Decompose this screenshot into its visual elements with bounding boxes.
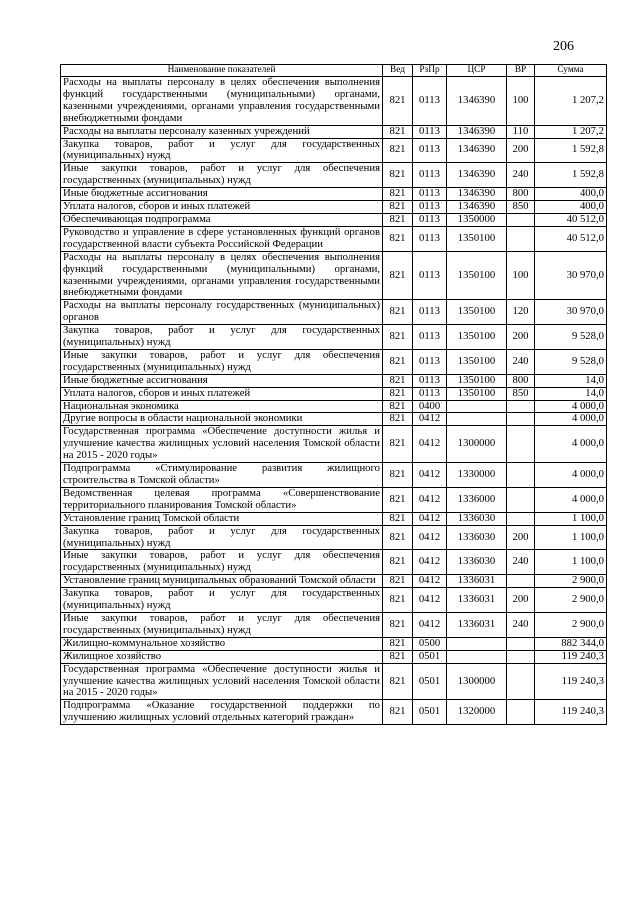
- cell-name: Иные закупки товаров, работ и услуг для обеспечения государственных (муниципальных) нужд: [61, 349, 383, 374]
- cell-ved: 821: [383, 349, 413, 374]
- cell-vr: 100: [507, 77, 535, 126]
- cell-vr: [507, 226, 535, 251]
- cell-ved: 821: [383, 663, 413, 700]
- cell-rzpr: 0113: [413, 325, 447, 350]
- table-row: [61, 188, 607, 201]
- cell-csr: 1336031: [447, 588, 507, 613]
- cell-name: Обеспечивающая подпрограмма: [61, 213, 383, 226]
- cell-rzpr: 0113: [413, 213, 447, 226]
- table-row: [61, 138, 607, 163]
- cell-rzpr: 0412: [413, 413, 447, 426]
- cell-sum: 1 207,2: [535, 125, 607, 138]
- cell-vr: 200: [507, 588, 535, 613]
- cell-name: Национальная экономика: [61, 400, 383, 413]
- cell-sum: 2 900,0: [535, 612, 607, 637]
- cell-ved: 821: [383, 637, 413, 650]
- cell-csr: 1320000: [447, 700, 507, 725]
- cell-name: Подпрограмма «Стимулирование развития жилищного строительства в Томской области»: [61, 463, 383, 488]
- cell-rzpr: 0113: [413, 374, 447, 387]
- cell-ved: 821: [383, 77, 413, 126]
- cell-vr: [507, 512, 535, 525]
- cell-ved: 821: [383, 525, 413, 550]
- table-row: [61, 251, 607, 300]
- table-row: [61, 637, 607, 650]
- cell-sum: 1 100,0: [535, 512, 607, 525]
- cell-vr: 240: [507, 163, 535, 188]
- cell-csr: 1350100: [447, 325, 507, 350]
- cell-name: Закупка товаров, работ и услуг для государственных (муниципальных) нужд: [61, 525, 383, 550]
- table-header-row: [61, 65, 607, 77]
- cell-vr: [507, 400, 535, 413]
- cell-rzpr: 0113: [413, 300, 447, 325]
- cell-csr: 1346390: [447, 77, 507, 126]
- cell-sum: 1 100,0: [535, 525, 607, 550]
- table-row: [61, 512, 607, 525]
- cell-ved: 821: [383, 201, 413, 214]
- header-rzpr: РзПр: [413, 65, 447, 77]
- cell-vr: [507, 700, 535, 725]
- cell-name: Подпрограмма «Оказание государственной поддержки по улучшению жилищных условий отдельных категорий граждан»: [61, 700, 383, 725]
- cell-csr: 1346390: [447, 125, 507, 138]
- cell-ved: 821: [383, 213, 413, 226]
- cell-name: Закупка товаров, работ и услуг для государственных (муниципальных) нужд: [61, 325, 383, 350]
- cell-vr: [507, 650, 535, 663]
- cell-ved: 821: [383, 300, 413, 325]
- table-row: [61, 77, 607, 126]
- cell-sum: 4 000,0: [535, 400, 607, 413]
- cell-sum: 1 592,8: [535, 163, 607, 188]
- cell-name: Иные бюджетные ассигнования: [61, 188, 383, 201]
- cell-sum: 40 512,0: [535, 226, 607, 251]
- cell-csr: 1350100: [447, 387, 507, 400]
- cell-name: Закупка товаров, работ и услуг для государственных (муниципальных) нужд: [61, 138, 383, 163]
- cell-vr: 100: [507, 251, 535, 300]
- cell-rzpr: 0412: [413, 463, 447, 488]
- table-row: [61, 325, 607, 350]
- cell-name: Уплата налогов, сборов и иных платежей: [61, 387, 383, 400]
- cell-ved: 821: [383, 226, 413, 251]
- cell-ved: 821: [383, 426, 413, 463]
- cell-sum: 4 000,0: [535, 487, 607, 512]
- cell-sum: 9 528,0: [535, 325, 607, 350]
- cell-csr: 1300000: [447, 663, 507, 700]
- cell-ved: 821: [383, 325, 413, 350]
- cell-rzpr: 0113: [413, 349, 447, 374]
- cell-sum: 882 344,0: [535, 637, 607, 650]
- table-row: [61, 387, 607, 400]
- header-name: Наименование показателей: [61, 65, 383, 77]
- cell-vr: 800: [507, 188, 535, 201]
- cell-rzpr: 0113: [413, 125, 447, 138]
- cell-sum: 30 970,0: [535, 251, 607, 300]
- cell-csr: 1336031: [447, 575, 507, 588]
- cell-vr: [507, 463, 535, 488]
- cell-csr: 1336030: [447, 525, 507, 550]
- cell-rzpr: 0412: [413, 525, 447, 550]
- header-ved: Вед: [383, 65, 413, 77]
- cell-sum: 4 000,0: [535, 426, 607, 463]
- table-row: [61, 550, 607, 575]
- cell-csr: 1350100: [447, 300, 507, 325]
- cell-ved: 821: [383, 188, 413, 201]
- cell-csr: 1346390: [447, 138, 507, 163]
- cell-vr: 240: [507, 550, 535, 575]
- cell-sum: 1 207,2: [535, 77, 607, 126]
- cell-name: Другие вопросы в области национальной экономики: [61, 413, 383, 426]
- cell-rzpr: 0501: [413, 663, 447, 700]
- cell-csr: 1346390: [447, 201, 507, 214]
- cell-sum: 2 900,0: [535, 588, 607, 613]
- cell-rzpr: 0113: [413, 251, 447, 300]
- cell-vr: [507, 426, 535, 463]
- cell-rzpr: 0412: [413, 575, 447, 588]
- table-row: [61, 575, 607, 588]
- table-row: [61, 487, 607, 512]
- table-row: [61, 663, 607, 700]
- cell-csr: 1300000: [447, 426, 507, 463]
- cell-name: Государственная программа «Обеспечение доступности жилья и улучшение качества жилищных условий населения Томской области на 2015 - 2020 годы»: [61, 663, 383, 700]
- cell-rzpr: 0113: [413, 77, 447, 126]
- cell-rzpr: 0412: [413, 487, 447, 512]
- table-row: [61, 612, 607, 637]
- cell-ved: 821: [383, 387, 413, 400]
- cell-name: Государственная программа «Обеспечение доступности жилья и улучшение качества жилищных условий населения Томской области на 2015 - 2020 годы»: [61, 426, 383, 463]
- table-row: [61, 426, 607, 463]
- cell-rzpr: 0412: [413, 612, 447, 637]
- cell-ved: 821: [383, 138, 413, 163]
- table-row: [61, 374, 607, 387]
- table-row: [61, 349, 607, 374]
- cell-csr: 1350000: [447, 213, 507, 226]
- cell-ved: 821: [383, 400, 413, 413]
- cell-sum: 119 240,3: [535, 700, 607, 725]
- cell-name: Установление границ Томской области: [61, 512, 383, 525]
- cell-sum: 2 900,0: [535, 575, 607, 588]
- cell-name: Иные закупки товаров, работ и услуг для обеспечения государственных (муниципальных) нужд: [61, 612, 383, 637]
- cell-csr: [447, 637, 507, 650]
- cell-sum: 14,0: [535, 374, 607, 387]
- cell-csr: 1336030: [447, 512, 507, 525]
- cell-rzpr: 0412: [413, 426, 447, 463]
- cell-sum: 1 100,0: [535, 550, 607, 575]
- cell-name: Установление границ муниципальных образований Томской области: [61, 575, 383, 588]
- page-number: 206: [553, 39, 574, 54]
- cell-vr: 240: [507, 349, 535, 374]
- cell-ved: 821: [383, 700, 413, 725]
- cell-csr: 1350100: [447, 226, 507, 251]
- table-row: [61, 413, 607, 426]
- cell-rzpr: 0113: [413, 387, 447, 400]
- cell-sum: 119 240,3: [535, 663, 607, 700]
- table-row: [61, 163, 607, 188]
- cell-rzpr: 0113: [413, 138, 447, 163]
- cell-rzpr: 0113: [413, 201, 447, 214]
- cell-sum: 400,0: [535, 188, 607, 201]
- cell-vr: [507, 487, 535, 512]
- cell-sum: 1 592,8: [535, 138, 607, 163]
- cell-rzpr: 0400: [413, 400, 447, 413]
- cell-sum: 9 528,0: [535, 349, 607, 374]
- budget-table: [60, 64, 607, 725]
- cell-name: Иные бюджетные ассигнования: [61, 374, 383, 387]
- table-row: [61, 201, 607, 214]
- cell-name: Расходы на выплаты персоналу в целях обеспечения выполнения функций государственными (муниципальными) органами, казенными учреждениями, органами управления государственными внебюджетными фондами: [61, 251, 383, 300]
- cell-ved: 821: [383, 650, 413, 663]
- cell-sum: 4 000,0: [535, 463, 607, 488]
- cell-ved: 821: [383, 374, 413, 387]
- table-row: [61, 300, 607, 325]
- cell-vr: 240: [507, 612, 535, 637]
- cell-name: Закупка товаров, работ и услуг для государственных (муниципальных) нужд: [61, 588, 383, 613]
- cell-vr: 200: [507, 138, 535, 163]
- cell-rzpr: 0501: [413, 650, 447, 663]
- cell-ved: 821: [383, 125, 413, 138]
- cell-vr: 800: [507, 374, 535, 387]
- cell-ved: 821: [383, 550, 413, 575]
- header-csr: ЦСР: [447, 65, 507, 77]
- cell-ved: 821: [383, 575, 413, 588]
- table-row: [61, 700, 607, 725]
- cell-name: Уплата налогов, сборов и иных платежей: [61, 201, 383, 214]
- cell-vr: [507, 413, 535, 426]
- cell-csr: 1350100: [447, 374, 507, 387]
- cell-csr: [447, 413, 507, 426]
- cell-name: Жилищно-коммунальное хозяйство: [61, 637, 383, 650]
- table-row: [61, 463, 607, 488]
- cell-sum: 119 240,3: [535, 650, 607, 663]
- cell-csr: 1336000: [447, 487, 507, 512]
- cell-vr: 110: [507, 125, 535, 138]
- cell-sum: 14,0: [535, 387, 607, 400]
- table-row: [61, 588, 607, 613]
- cell-name: Расходы на выплаты персоналу государственных (муниципальных) органов: [61, 300, 383, 325]
- cell-vr: 850: [507, 201, 535, 214]
- cell-sum: 400,0: [535, 201, 607, 214]
- cell-ved: 821: [383, 487, 413, 512]
- cell-rzpr: 0412: [413, 588, 447, 613]
- table-row: [61, 125, 607, 138]
- cell-vr: 200: [507, 525, 535, 550]
- cell-ved: 821: [383, 612, 413, 637]
- cell-sum: 4 000,0: [535, 413, 607, 426]
- cell-csr: 1330000: [447, 463, 507, 488]
- cell-name: Расходы на выплаты персоналу казенных учреждений: [61, 125, 383, 138]
- header-vr: ВР: [507, 65, 535, 77]
- cell-rzpr: 0412: [413, 512, 447, 525]
- table-row: [61, 213, 607, 226]
- cell-csr: [447, 400, 507, 413]
- cell-ved: 821: [383, 463, 413, 488]
- cell-csr: 1350100: [447, 349, 507, 374]
- cell-csr: [447, 650, 507, 663]
- cell-name: Иные закупки товаров, работ и услуг для обеспечения государственных (муниципальных) нужд: [61, 550, 383, 575]
- cell-rzpr: 0500: [413, 637, 447, 650]
- cell-csr: 1346390: [447, 163, 507, 188]
- cell-name: Расходы на выплаты персоналу в целях обеспечения выполнения функций государственными (муниципальными) органами, казенными учреждениями, органами управления государственными внебюджетными фондами: [61, 77, 383, 126]
- cell-name: Ведомственная целевая программа «Совершенствование территориального планирования Томской области»: [61, 487, 383, 512]
- cell-rzpr: 0113: [413, 188, 447, 201]
- cell-vr: [507, 213, 535, 226]
- table-row: [61, 226, 607, 251]
- cell-sum: 30 970,0: [535, 300, 607, 325]
- cell-rzpr: 0113: [413, 226, 447, 251]
- cell-csr: 1336031: [447, 612, 507, 637]
- cell-rzpr: 0501: [413, 700, 447, 725]
- cell-ved: 821: [383, 588, 413, 613]
- header-sum: Сумма: [535, 65, 607, 77]
- cell-csr: 1350100: [447, 251, 507, 300]
- cell-ved: 821: [383, 163, 413, 188]
- cell-rzpr: 0113: [413, 163, 447, 188]
- cell-name: Руководство и управление в сфере установленных функций органов государственной власти субъекта Российской Федерации: [61, 226, 383, 251]
- cell-vr: [507, 663, 535, 700]
- cell-vr: 850: [507, 387, 535, 400]
- table-row: [61, 650, 607, 663]
- cell-csr: 1346390: [447, 188, 507, 201]
- cell-ved: 821: [383, 413, 413, 426]
- table-row: [61, 400, 607, 413]
- cell-name: Жилищное хозяйство: [61, 650, 383, 663]
- cell-ved: 821: [383, 251, 413, 300]
- cell-ved: 821: [383, 512, 413, 525]
- cell-vr: 120: [507, 300, 535, 325]
- cell-vr: 200: [507, 325, 535, 350]
- cell-vr: [507, 637, 535, 650]
- cell-csr: 1336030: [447, 550, 507, 575]
- cell-rzpr: 0412: [413, 550, 447, 575]
- table-row: [61, 525, 607, 550]
- cell-vr: [507, 575, 535, 588]
- cell-name: Иные закупки товаров, работ и услуг для обеспечения государственных (муниципальных) нужд: [61, 163, 383, 188]
- cell-sum: 40 512,0: [535, 213, 607, 226]
